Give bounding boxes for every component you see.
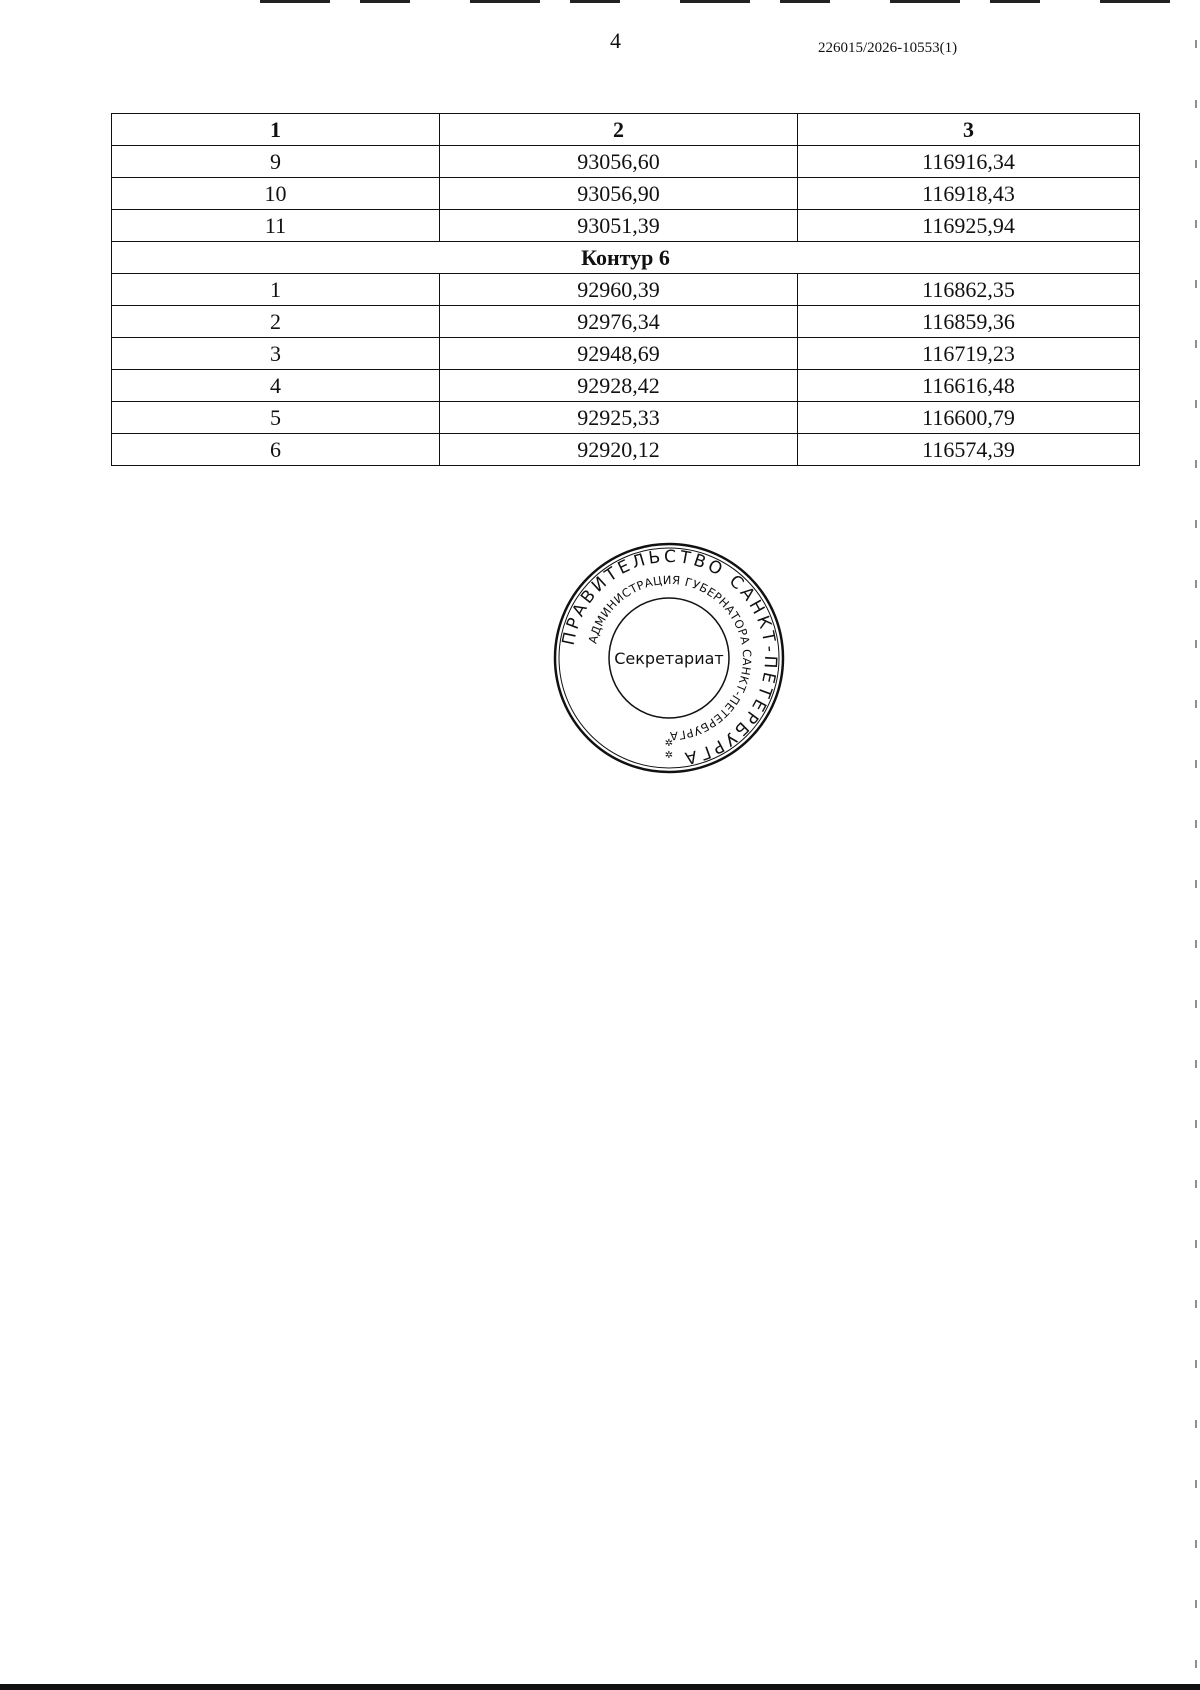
x-coordinate-cell: 92976,34 bbox=[440, 306, 798, 338]
point-number-cell: 5 bbox=[112, 402, 440, 434]
seal-graphic bbox=[551, 540, 787, 776]
table-row bbox=[112, 146, 1140, 178]
official-seal bbox=[551, 540, 787, 776]
seal-inner-text: АДМИНИСТРАЦИЯ ГУБЕРНАТОРА САНКТ-ПЕТЕРБУРГА bbox=[585, 572, 755, 744]
y-coordinate-cell: 116574,39 bbox=[798, 434, 1140, 466]
scan-bottom-edge bbox=[0, 1684, 1200, 1690]
table-header-row bbox=[112, 114, 1140, 146]
table-row bbox=[112, 274, 1140, 306]
point-number-cell: 3 bbox=[112, 338, 440, 370]
scan-top-edge bbox=[260, 0, 1200, 3]
scan-right-edge bbox=[1195, 40, 1197, 1680]
y-coordinate-cell: 116859,36 bbox=[798, 306, 1140, 338]
point-number-cell: 10 bbox=[112, 178, 440, 210]
document-number: 226015/2026-10553(1) bbox=[818, 40, 958, 56]
point-number-cell: 1 bbox=[112, 274, 440, 306]
y-coordinate-cell: 116719,23 bbox=[798, 338, 1140, 370]
x-coordinate-cell: 92948,69 bbox=[440, 338, 798, 370]
table-row bbox=[112, 434, 1140, 466]
column-header-3: 3 bbox=[798, 114, 1140, 146]
x-coordinate-cell: 93051,39 bbox=[440, 210, 798, 242]
seal-star-icon: ✲ bbox=[664, 750, 674, 761]
table-row bbox=[112, 210, 1140, 242]
point-number-cell: 2 bbox=[112, 306, 440, 338]
y-coordinate-cell: 116916,34 bbox=[798, 146, 1140, 178]
section-row bbox=[112, 242, 1140, 274]
y-coordinate-cell: 116862,35 bbox=[798, 274, 1140, 306]
seal-center-text: Секретариат bbox=[614, 649, 724, 668]
page-number: 4 bbox=[610, 28, 621, 53]
y-coordinate-cell: 116918,43 bbox=[798, 178, 1140, 210]
x-coordinate-cell: 92960,39 bbox=[440, 274, 798, 306]
table-row bbox=[112, 306, 1140, 338]
coordinates-table bbox=[111, 113, 1140, 466]
x-coordinate-cell: 92928,42 bbox=[440, 370, 798, 402]
table-row bbox=[112, 402, 1140, 434]
table-row bbox=[112, 370, 1140, 402]
column-header-1: 1 bbox=[112, 114, 440, 146]
column-header-2: 2 bbox=[440, 114, 798, 146]
x-coordinate-cell: 92920,12 bbox=[440, 434, 798, 466]
x-coordinate-cell: 93056,90 bbox=[440, 178, 798, 210]
y-coordinate-cell: 116600,79 bbox=[798, 402, 1140, 434]
y-coordinate-cell: 116925,94 bbox=[798, 210, 1140, 242]
x-coordinate-cell: 92925,33 bbox=[440, 402, 798, 434]
table-row bbox=[112, 338, 1140, 370]
point-number-cell: 6 bbox=[112, 434, 440, 466]
seal-star-icon: ✲ bbox=[664, 738, 674, 749]
y-coordinate-cell: 116616,48 bbox=[798, 370, 1140, 402]
section-label-contour-6: Контур 6 bbox=[112, 242, 1140, 274]
table-row bbox=[112, 178, 1140, 210]
seal-outer-text: ПРАВИТЕЛЬСТВО САНКТ-ПЕТЕРБУРГА bbox=[558, 546, 781, 769]
point-number-cell: 4 bbox=[112, 370, 440, 402]
point-number-cell: 11 bbox=[112, 210, 440, 242]
point-number-cell: 9 bbox=[112, 146, 440, 178]
x-coordinate-cell: 93056,60 bbox=[440, 146, 798, 178]
